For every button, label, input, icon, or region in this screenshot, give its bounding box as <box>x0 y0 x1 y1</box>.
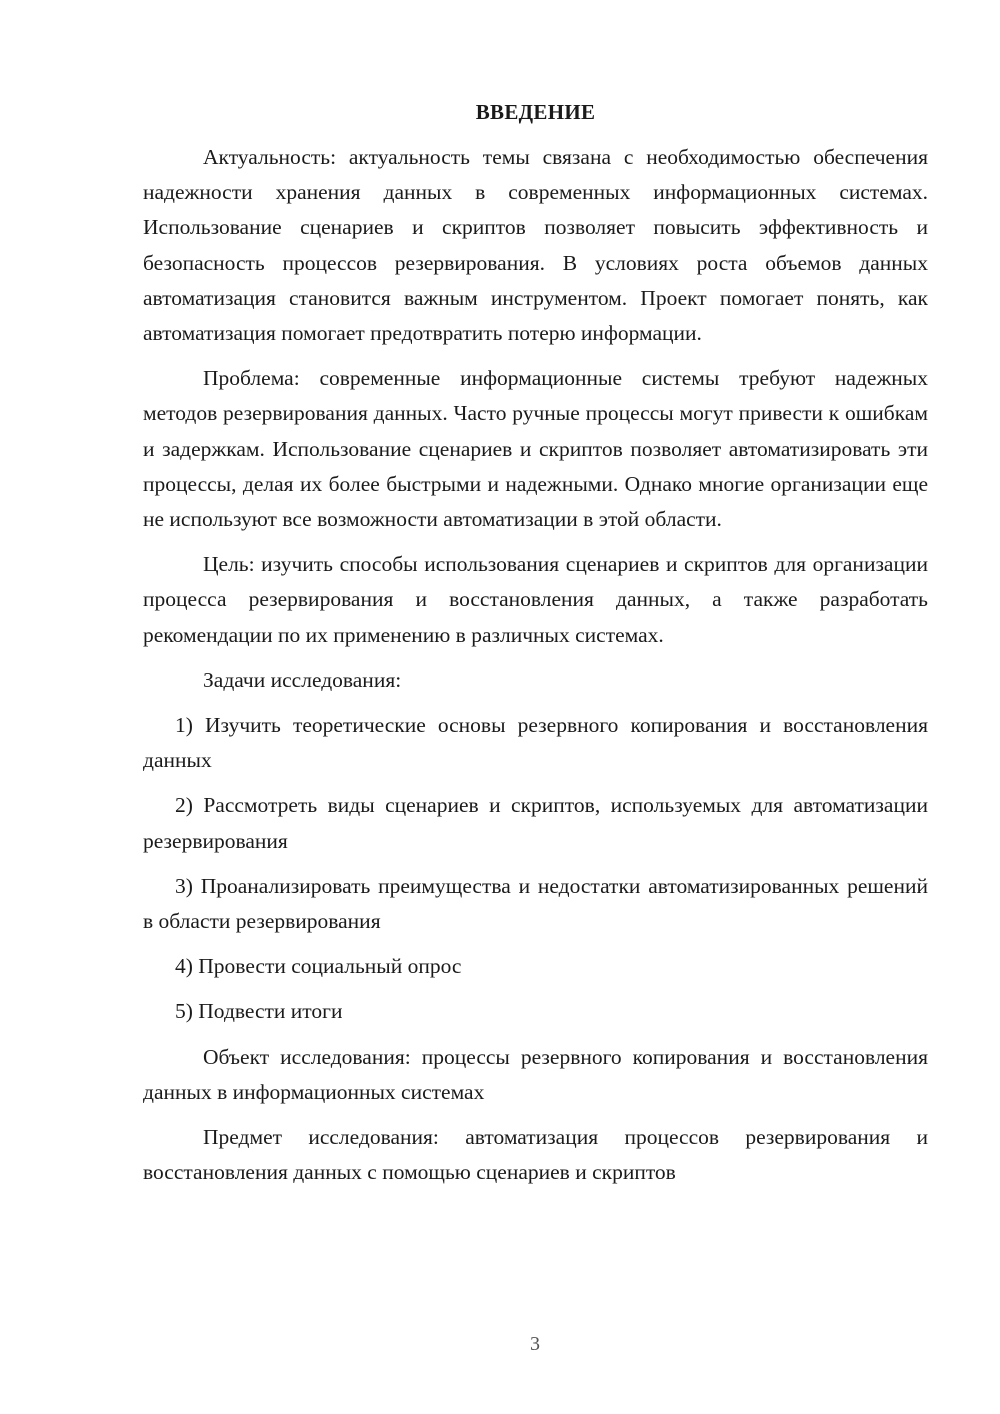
task-item: 5) Подвести итоги <box>175 999 343 1024</box>
task-item: 3) Проанализировать преимущества и недостатки автоматизированных решений в области резервирования <box>143 873 928 934</box>
task-item: 2) Рассмотреть виды сценариев и скриптов, используемых для автоматизации резервирования <box>143 793 928 853</box>
subject-paragraph: Предмет исследования: автоматизация процессов резервирования и восстановления данных с помощью сценариев и скриптов <box>143 1125 928 1185</box>
tasks-heading: Задачи исследования: <box>203 667 402 692</box>
task-item: 4) Провести социальный опрос <box>175 954 462 979</box>
document-page <box>143 95 928 1200</box>
object-paragraph: Объект исследования: процессы резервного копирования и восстановления данных в информационных системах <box>143 1044 928 1104</box>
task-item: 1) Изучить теоретические основы резервного копирования и восстановления данных <box>143 713 928 773</box>
page-title: ВВЕДЕНИЕ <box>475 100 596 124</box>
goal-paragraph: Цель: изучить способы использования сценариев и скриптов для организации процесса резервирования и восстановления данных, а также разработать рекомендации по их применению в различных системах. <box>143 552 928 647</box>
problem-paragraph: Проблема: современные информационные системы требуют надежных методов резервирования данных. Часто ручные процессы могут привести к ошибкам и задержкам. Использование сценариев и скриптов позволяет автоматизировать эти процессы, делая их более быстрыми и надежными. Однако многие организации еще не используют все возможности автоматизации в этой области. <box>143 366 928 532</box>
relevance-paragraph: Актуальность: актуальность темы связана с необходимостью обеспечения надежности хранения данных в современных информационных системах. Использование сценариев и скриптов позволяет повысить эффективность и безопасность процессов резервирования. В условиях роста объемов данных автоматизация становится важным инструментом. Проект помогает понять, как автоматизация помогает предотвратить потерю информации. <box>143 145 928 346</box>
page-number: 3 <box>530 1333 540 1355</box>
